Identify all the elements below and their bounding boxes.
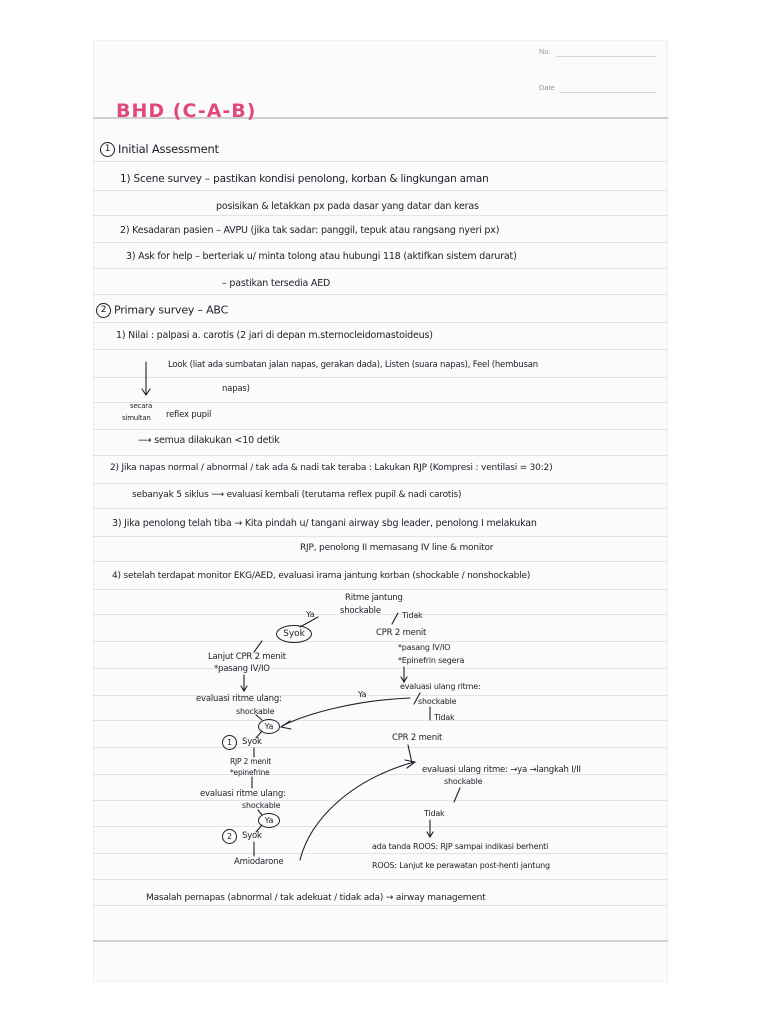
s2-line-1: 1) Nilai : palpasi a. carotis (2 jari di depan m.sternocleidomastoideus) — [116, 330, 433, 341]
s2-simultan: simultan — [122, 414, 151, 422]
flow-top: Ritme jantung — [345, 593, 403, 603]
ruled-line — [93, 377, 668, 378]
s2-line-8: 4) setelah terdapat monitor EKG/AED, evaluasi irama jantung korban (shockable / nonshockable) — [112, 571, 531, 581]
ruled-line — [93, 322, 668, 323]
footer-line: Masalah pernapas (abnormal / tak adekuat / tidak ada) → airway management — [146, 893, 486, 903]
s1-item-1: 1) Scene survey – pastikan kondisi penolong, korban & lingkungan aman — [120, 173, 489, 185]
flow-right-11: ROOS: Lanjut ke perawatan post-henti jantung — [372, 861, 550, 870]
ruled-line — [93, 508, 668, 509]
s1-item-3: 3) Ask for help – berteriak u/ minta tolong atau hubungi 118 (aktifkan sistem darurat) — [126, 251, 517, 262]
s2-line-6: 3) Jika penolong telah tiba → Kita pindah u/ tangani airway sbg leader, penolong I melakukan — [112, 518, 537, 529]
section1-heading — [100, 142, 219, 157]
ruled-line — [93, 429, 668, 430]
flow-left-syok1: Syok — [242, 737, 262, 747]
ruled-line — [93, 589, 668, 590]
ruled-line — [93, 826, 668, 827]
s2-secara: secara — [130, 402, 153, 410]
s2-line-2: Look (liat ada sumbatan jalan napas, gerakan dada), Listen (suara napas), Feel (hembusan — [168, 360, 538, 370]
ruled-line — [93, 695, 668, 696]
section1-number: 1 — [100, 142, 115, 157]
flow-left-1: *pasang IV/IO — [214, 664, 270, 674]
ruled-line — [93, 668, 668, 669]
ruled-line — [93, 720, 668, 721]
flow-left-0: Lanjut CPR 2 menit — [208, 652, 286, 662]
no-line — [556, 56, 656, 57]
flow-left-rjp: RJP 2 menit — [230, 757, 271, 766]
flow-left-amio: Amiodarone — [234, 857, 284, 867]
flow-left-eval2: evaluasi ritme ulang: — [200, 789, 286, 799]
flow-left-ya2: Ya — [258, 813, 280, 828]
ruled-line — [93, 268, 668, 269]
ruled-line — [93, 242, 668, 243]
ruled-line — [93, 215, 668, 216]
flow-right-3: evaluasi ulang ritme: — [400, 682, 481, 691]
ruled-line — [93, 402, 668, 403]
ruled-line — [93, 161, 668, 162]
section2-heading — [96, 303, 228, 318]
flow-left-shock2: shockable — [242, 801, 281, 810]
ruled-line — [93, 455, 668, 456]
flow-left-2: evaluasi ritme ulang: — [196, 694, 282, 704]
ruled-line — [93, 483, 668, 484]
date-label: Date — [539, 83, 555, 92]
flow-ya: Ya — [306, 610, 315, 619]
flow-right-4: shockable — [418, 697, 457, 706]
s1-item-3b: – pastikan tersedia AED — [222, 278, 331, 289]
flow-left-syok2: Syok — [242, 831, 262, 841]
ruled-line — [93, 349, 668, 350]
section2-number: 2 — [96, 303, 111, 318]
flow-left-3: shockable — [236, 707, 275, 716]
ruled-line — [93, 905, 668, 906]
ruled-line — [93, 800, 668, 801]
page-title: BHD (C-A-B) — [116, 100, 257, 122]
date-line — [560, 92, 656, 93]
s2-reflex: reflex pupil — [166, 410, 212, 420]
flow-right-1: *pasang IV/IO — [398, 643, 451, 652]
flow-syok-oval: Syok — [276, 625, 312, 643]
s1-item-1b: posisikan & letakkan px pada dasar yang datar dan keras — [216, 201, 479, 212]
flow-right-6: CPR 2 menit — [392, 733, 443, 743]
ruled-line — [93, 536, 668, 537]
s2-line-7: RJP, penolong II memasang IV line & monitor — [300, 543, 494, 553]
s2-line-semua: ⟶ semua dilakukan <10 detik — [138, 435, 280, 446]
section2-heading-text: Primary survey – ABC — [114, 303, 229, 317]
ruled-line — [93, 747, 668, 748]
flow-right-8: shockable — [444, 777, 483, 786]
flow-right-7: evaluasi ulang ritme: →ya →langkah I/II — [422, 765, 581, 775]
ruled-line — [93, 190, 668, 191]
flow-left-num2: 2 — [222, 829, 237, 844]
s2-line-5: sebanyak 5 siklus ⟶ evaluasi kembali (terutama reflex pupil & nadi carotis) — [132, 490, 462, 500]
flow-ya-cross: Ya — [358, 690, 367, 699]
flow-top2: shockable — [340, 606, 381, 616]
s1-item-2: 2) Kesadaran pasien – AVPU (jika tak sadar: panggil, tepuk atau rangsang nyeri px) — [120, 225, 500, 236]
ruled-line — [93, 641, 668, 642]
flow-left-num1: 1 — [222, 735, 237, 750]
flow-left-epi: *epinefrine — [230, 768, 270, 777]
ruled-line — [93, 940, 668, 942]
flow-right-10: ada tanda ROOS: RJP sampai indikasi berhenti — [372, 842, 549, 851]
flow-tidak: Tidak — [402, 611, 423, 620]
section1-heading-text: Initial Assessment — [118, 142, 219, 156]
s2-line-3: napas) — [222, 384, 250, 394]
flow-right-9: Tidak — [424, 809, 445, 818]
ruled-line — [93, 561, 668, 562]
flow-right-5: Tidak — [434, 713, 455, 722]
flow-right-2: *Epinefrin segera — [398, 656, 465, 665]
flow-left-ya1: Ya — [258, 719, 280, 734]
ruled-line — [93, 879, 668, 880]
s2-line-4: 2) Jika napas normal / abnormal / tak ada & nadi tak teraba : Lakukan RJP (Kompresi : ventilasi = 30:2) — [110, 463, 553, 473]
ruled-line — [93, 294, 668, 295]
ruled-line — [93, 853, 668, 854]
no-label: No. — [539, 47, 551, 56]
flow-right-0: CPR 2 menit — [376, 628, 427, 638]
ruled-line — [93, 774, 668, 775]
